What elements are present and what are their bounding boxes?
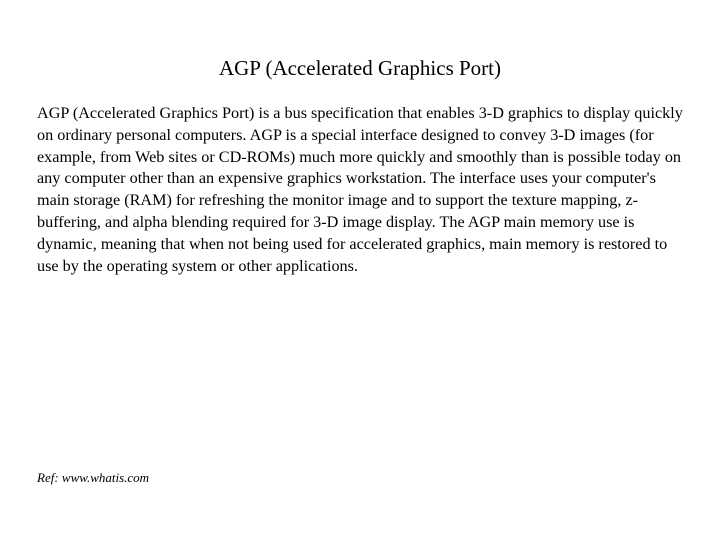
- slide-body-text: AGP (Accelerated Graphics Port) is a bus specification that enables 3-D graphics to display quickly on ordinary personal computers. AGP is a special interface designed to convey 3-D images (for example, from Web sites or CD-ROMs) much more quickly and smoothly than is possible today on any computer other than an expensive graphics workstation. The interface uses your computer's main storage (RAM) for refreshing the monitor image and to support the texture mapping, z-buffering, and alpha blending required for 3-D image display. The AGP main memory use is dynamic, meaning that when not being used for accelerated graphics, main memory is restored to use by the operating system or other applications.: [37, 104, 683, 275]
- reference-text: Ref: www.whatis.com: [37, 470, 150, 485]
- slide-title: AGP (Accelerated Graphics Port): [218, 56, 502, 80]
